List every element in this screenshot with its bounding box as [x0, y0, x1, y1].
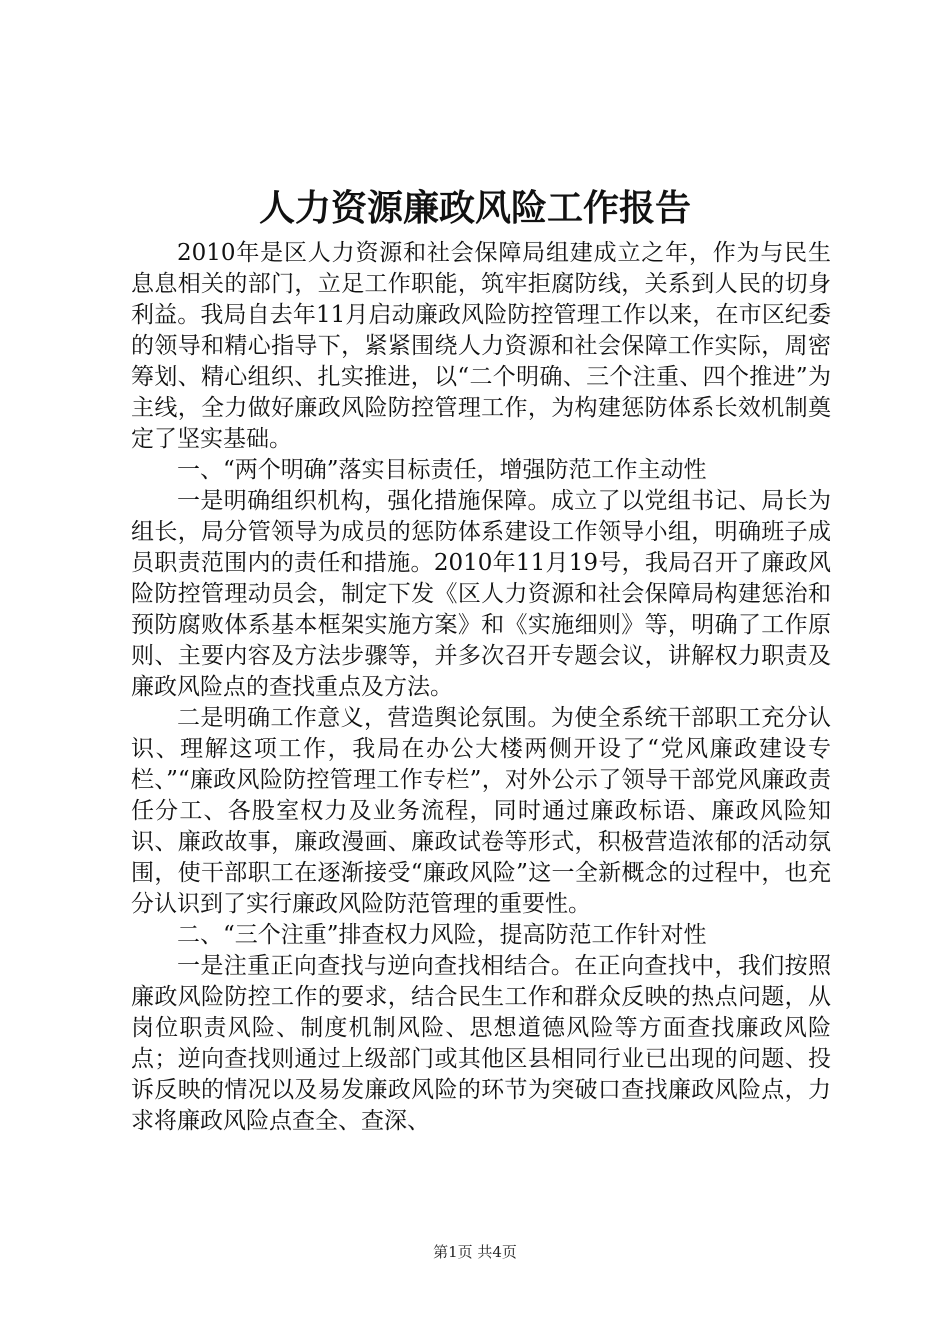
paragraph-intro: 2010年是区人力资源和社会保障局组建成立之年，作为与民生息息相关的部门，立足工作职能，筑牢拒腐防线，关系到人民的切身利益。我局自去年11月启动廉政风险防控管理工作以来，在市区纪委的领导和精心指导下，紧紧围绕人力资源和社会保障工作实际，周密筹划、精心组织、扎实推进，以“二个明确、三个注重、四个推进”为主线，全力做好廉政风险防控管理工作，为构建惩防体系长效机制奠定了坚实基础。	[131, 240, 831, 452]
paragraph-awareness: 二是明确工作意义，营造舆论氛围。为使全系统干部职工充分认识、理解这项工作，我局在办公大楼两侧开设了“党风廉政建设专栏、”“廉政风险防控管理工作专栏”，对外公示了领导干部党风廉政责任分工、各股室权力及业务流程，同时通过廉政标语、廉政风险知识、廉政故事，廉政漫画、廉政试卷等形式，积极营造浓郁的活动氛围，使干部职工在逐渐接受“廉政风险”这一全新概念的过程中，也充分认识到了实行廉政风险防范管理的重要性。	[131, 705, 831, 917]
section-heading-1: 一、“两个明确”落实目标责任，增强防范工作主动性	[177, 457, 707, 483]
document-title: 人力资源廉政风险工作报告	[258, 187, 691, 229]
paragraph-organization: 一是明确组织机构，强化措施保障。成立了以党组书记、局长为组长，局分管领导为成员的惩防体系建设工作领导小组，明确班子成员职责范围内的责任和措施。2010年11月19号，我局召开了廉政风险防控管理动员会，制定下发《区人力资源和社会保障局构建惩治和预防腐败体系基本框架实施方案》和《实施细则》等，明确了工作原则、主要内容及方法步骤等，并多次召开专题会议，讲解权力职责及廉政风险点的查找重点及方法。	[131, 488, 831, 700]
section-heading-2: 二、“三个注重”排查权力风险，提高防范工作针对性	[177, 922, 707, 948]
document-body	[131, 238, 831, 1137]
page-footer: 第1页 共4页	[433, 1243, 517, 1261]
paragraph-risk-search: 一是注重正向查找与逆向查找相结合。在正向查找中，我们按照廉政风险防控工作的要求，结合民生工作和群众反映的热点问题，从岗位职责风险、制度机制风险、思想道德风险等方面查找廉政风险点；逆向查找则通过上级部门或其他区县相同行业已出现的问题、投诉反映的情况以及易发廉政风险的环节为突破口查找廉政风险点，力求将廉政风险点查全、查深、	[131, 953, 831, 1134]
